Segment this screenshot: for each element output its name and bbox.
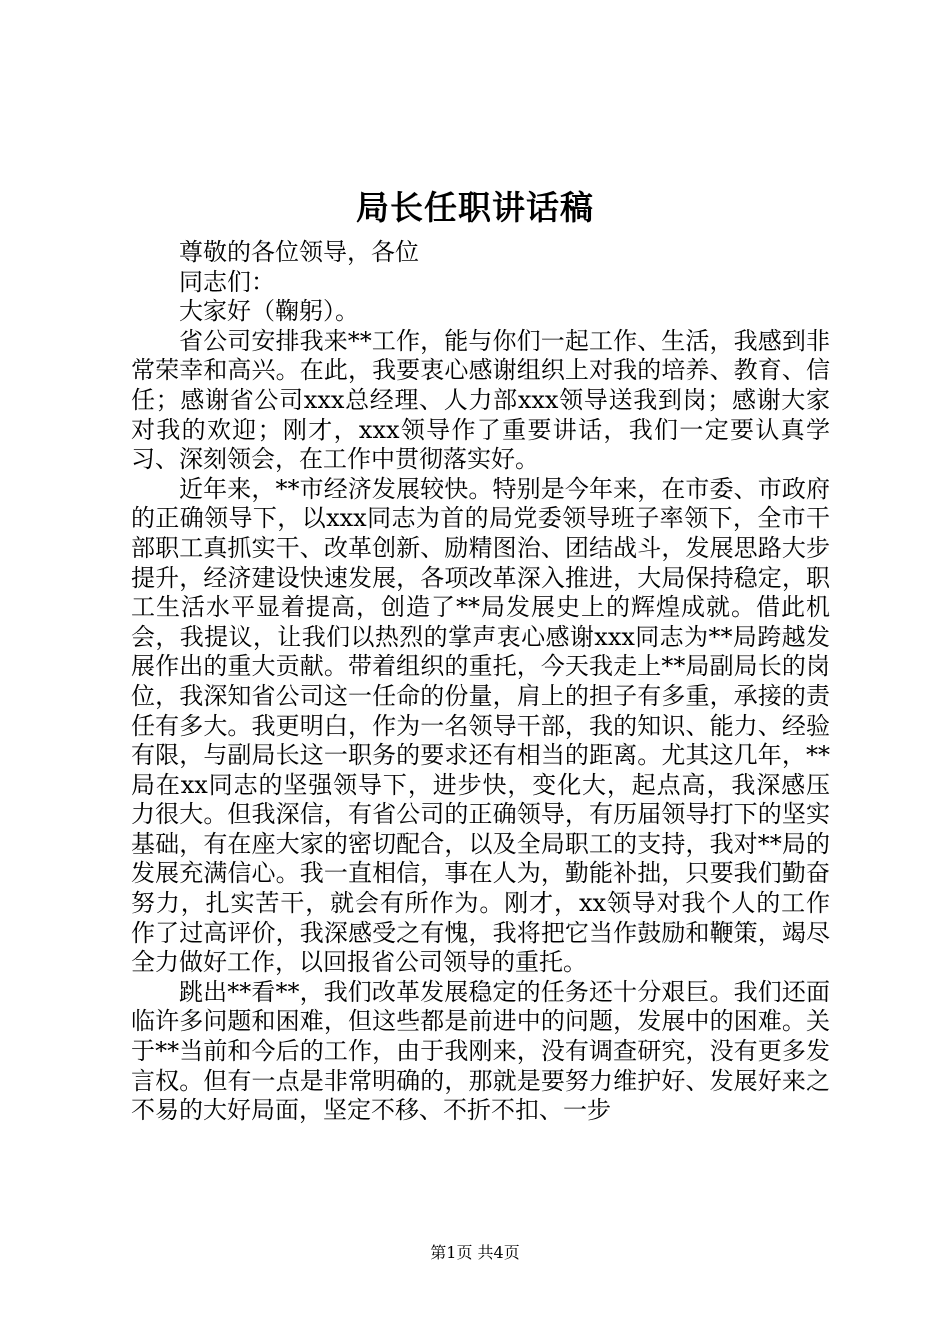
body-paragraph: 近年来，**市经济发展较快。特别是今年来，在市委、市政府的正确领导下，以xxx同志为首的局党委领导班子率领下，全市干部职工真抓实干、改革创新、励精图治、团结战斗，发展思路大步提升，经济建设快速发展，各项改革深入推进，大局保持稳定，职工生活水平显着提高，创造了**局发展史上的辉煌成就。借此机会，我提议，让我们以热烈的掌声衷心感谢xxx同志为**局跨越发展作出的重大贡献。带着组织的重托，今天我走上**局副局长的岗位，我深知省公司这一任命的份量，肩上的担子有多重，承接的责任有多大。我更明白，作为一名领导干部，我的知识、能力、经验有限，与副局长这一职务的要求还有相当的距离。尤其这几年，**局在xx同志的坚强领导下，进步快，变化大，起点高，我深感压力很大。但我深信，有省公司的正确领导，有历届领导打下的坚实基础，有在座大家的密切配合，以及全局职工的支持，我对**局的发展充满信心。我一直相信，事在人为，勤能补拙，只要我们勤奋努力，扎实苦干，就会有所作为。刚才，xx领导对我个人的工作作了过高评价，我深感受之有愧，我将把它当作鼓励和鞭策，竭尽全力做好工作，以回报省公司领导的重托。 [131,474,830,977]
salutation-line: 同志们： [179,267,275,296]
body-paragraph: 跳出**看**，我们改革发展稳定的任务还十分艰巨。我们还面临许多问题和困难，但这些都是前进中的问题，发展中的困难。关于**当前和今后的工作，由于我刚来，没有调查研究，没有更多发言权。但有一点是非常明确的，那就是要努力维护好、发展好来之不易的大好局面，坚定不移、不折不扣、一步 [131,977,830,1125]
document-body [131,238,830,1126]
document-title: 局长任职讲话稿 [356,188,594,227]
greeting-line: 大家好（鞠躬）。 [179,297,359,326]
page-number-footer: 第1页 共4页 [430,1243,520,1262]
body-paragraph: 省公司安排我来**工作，能与你们一起工作、生活，我感到非常荣幸和高兴。在此，我要衷心感谢组织上对我的培养、教育、信任；感谢省公司xxx总经理、人力部xxx领导送我到岗；感谢大家对我的欢迎；刚才，xxx领导作了重要讲话，我们一定要认真学习、深刻领会，在工作中贯彻落实好。 [131,326,830,474]
salutation-line: 尊敬的各位领导，各位 [179,238,419,266]
